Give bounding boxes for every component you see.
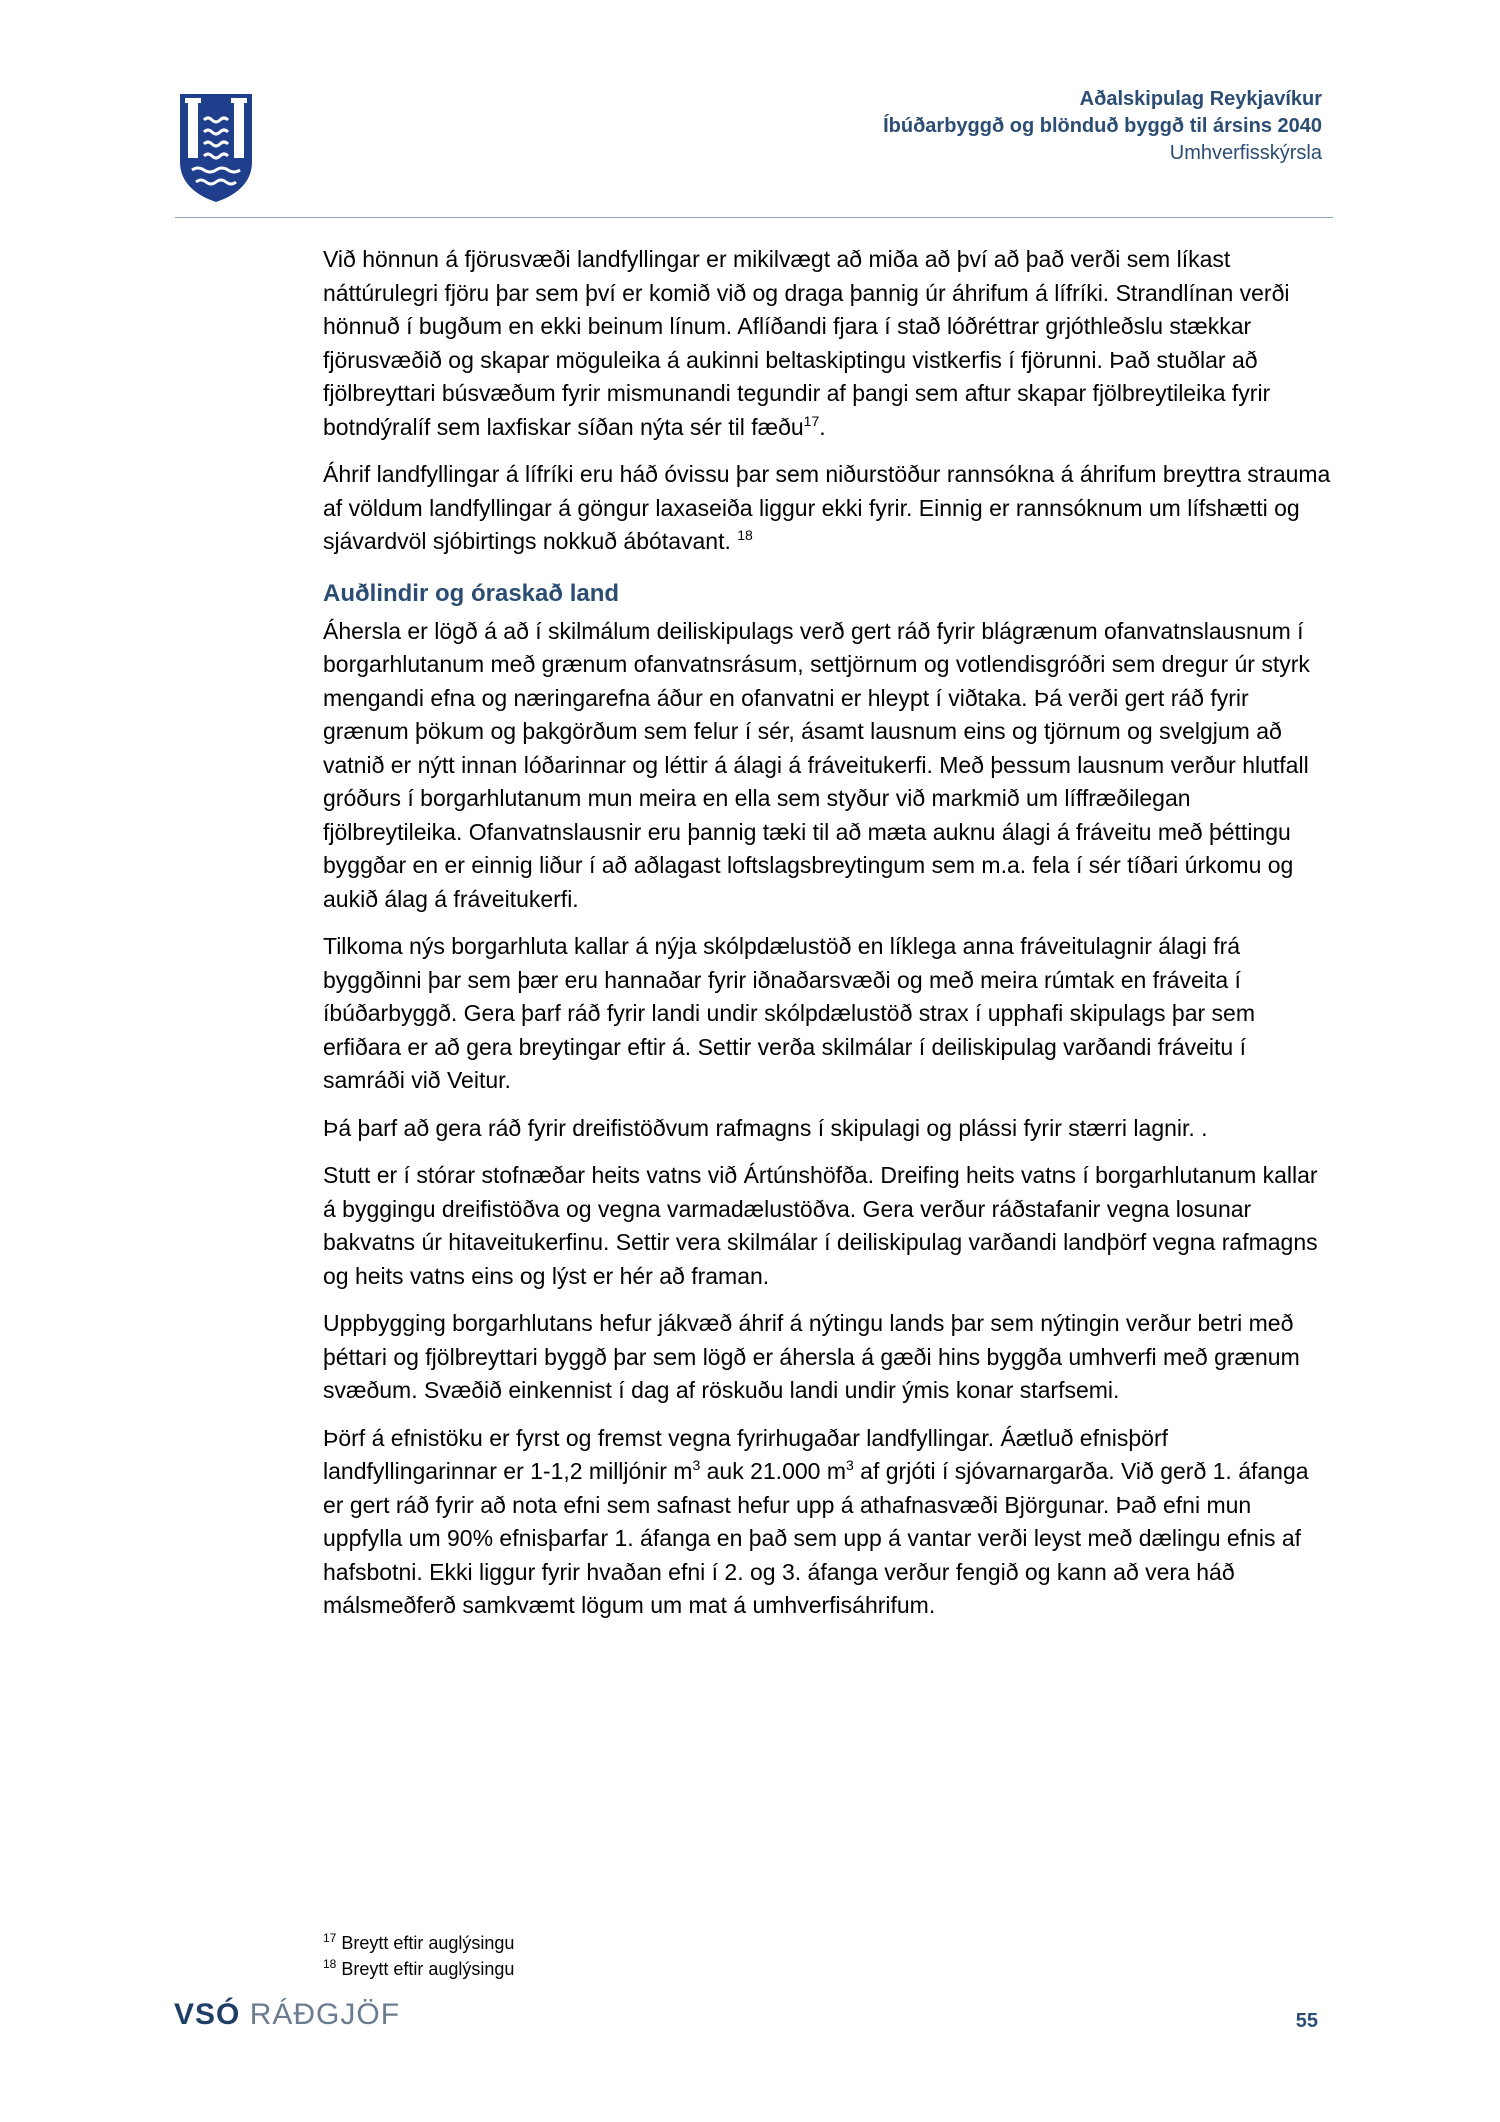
footnote-ref-17[interactable]: 17 <box>803 412 820 429</box>
section-heading: Auðlindir og óraskað land <box>323 579 620 607</box>
paragraph-shore-design: Við hönnun á fjörusvæði landfyllingar er mikilvægt að miða að því að það verði sem líkast náttúrulegri fjöru þar sem því er komið við og draga þannig úr áhrifum á lífríki. Strandlínan verði hönnuð í bugðum en ekki beinum línum. Aflíðandi fjara í stað lóðréttrar grjóthleðslu stækkar fjörusvæðið og skapar möguleika á aukinni beltaskiptingu vistkerfis í fjörunni. Það stuðlar að fjölbreyttari búsvæðum fyrir mismunandi tegundir af þangi sem aftur skapar fjölbreytileika fyrir botndýralíf sem laxfiskar síðan nýta sér til fæðu$^{17}$. <box>323 246 1290 440</box>
page-number: 55 <box>1295 2010 1318 2032</box>
header-plan-title: Aðalskipulag Reykjavíkur <box>1079 88 1322 110</box>
paragraph-material-extraction: Þörf á efnistöku er fyrst og fremst vegna fyrirhugaðar landfyllingar. Áætluð efnisþörf landfyllingarinnar er 1-1,2 milljónir $m^3$ auk 21.000 $m^3$ af grjóti í sjóvarnargarða. Við gerð 1. áfanga er gert ráð fyrir að nota efni sem safnast hefur upp á athafnasvæði Björgunar. Það efni mun uppfylla um 90% efnisþarfar 1. áfanga en það sem upp á vantar verði leyst með dælingu efnis af hafsbotni. Ekki liggur fyrir hvaðan efni í 2. og 3. áfanga verður fengið og kann að vera háð málsmeðferð samkvæmt lögum um mat á umhverfisáhrifum. <box>323 1424 1309 1618</box>
paragraph-hot-water: Stutt er í stórar stofnæðar heits vatns við Ártúnshöfða. Dreifing heits vatns í borgarhlutanum kallar á byggingu dreifistöðva og vegna varmadælustöðva. Gera verður ráðstafanir vegna losunar bakvatns úr hitaveitukerfinu. Settir vera skilmálar í deiliskipulag varðandi landþörf vegna rafmagns og heits vatns eins og lýst er hér að framan. <box>323 1162 1318 1289</box>
footnotes <box>323 1930 1223 1982</box>
vso-radgjof-logo: VSÓ RÁÐGJÖF <box>174 1998 401 2031</box>
header-divider <box>175 217 1333 218</box>
footnote-18: $^{18}$ Breytt eftir auglýsingu <box>323 1957 515 1979</box>
main-content <box>323 243 1333 1637</box>
paragraph-sewage-station: Tilkoma nýs borgarhluta kallar á nýja skólpdælustöð en líklega anna fráveitulagnir álagi frá byggðinni þar sem þær eru hannaðar fyrir iðnaðarsvæði og með meira rúmtak en fráveita í íbúðarbyggð. Gera þarf ráð fyrir landi undir skólpdælustöð strax í upphafi skipulags þar sem erfiðara er að gera breytingar eftir á. Settir verða skilmálar í deiliskipulag varðandi fráveitu í samráði við Veitur. <box>323 933 1255 1093</box>
paragraph-land-use: Uppbygging borgarhlutans hefur jákvæð áhrif á nýtingu lands þar sem nýtingin verður betri með þéttari og fjölbreyttari byggð þar sem lögð er áhersla á gæði hins byggða umhverfi með grænum svæðum. Svæðið einkennist í dag af röskuðu landi undir ýmis konar starfsemi. <box>323 1310 1300 1403</box>
header-subtitle: Íbúðarbyggð og blönduð byggð til ársins 2040 <box>883 115 1322 137</box>
paragraph-stormwater: Áhersla er lögð á að í skilmálum deiliskipulags verð gert ráð fyrir blágrænum ofanvatnslausnum í borgarhlutanum með grænum ofanvatnsrásum, settjörnum og votlendisgróðri sem dregur úr styrk mengandi efna og næringarefna áður en ofanvatni er hleypt í viðtaka. Þá verði gert ráð fyrir grænum þökum og þakgörðum sem felur í sér, ásamt lausnum eins og tjörnum og svelgjum að vatnið er nýtt innan lóðarinnar og léttir á álagi á fráveitukerfi. Með þessum lausnum verður hlutfall gróðurs í borgarhlutanum mun meira en ella sem styður við markmið um líffræðilegan fjölbreytileika. Ofanvatnslausnir eru þannig tæki til að mæta auknu álagi á fráveitu með þéttingu byggðar en er einnig liður í að aðlagast loftslagsbreytingum sem m.a. fela í sér tíðari úrkomu og aukið álag á fráveitukerfi. <box>323 617 1310 912</box>
footnote-ref-18[interactable]: 18 <box>737 527 753 543</box>
reykjavik-coat-of-arms-icon <box>178 92 254 204</box>
header-report-type: Umhverfisskýrsla <box>1169 142 1322 164</box>
document-header <box>883 86 1322 167</box>
footnote-17: $^{17}$ Breytt eftir auglýsingu <box>323 1931 515 1953</box>
paragraph-electricity: Þá þarf að gera ráð fyrir dreifistöðvum rafmagns í skipulagi og plássi fyrir stærri lagnir. . <box>323 1114 1208 1141</box>
paragraph-biota-uncertainty: Áhrif landfyllingar á lífríki eru háð óvissu þar sem niðurstöður rannsókna á áhrifum breyttra strauma af völdum landfyllingar á göngur laxaseiða liggur ekki fyrir. Einnig er rannsóknum um lífshætti og sjávardvöl sjóbirtings nokkuð ábótavant. $^{18}$ <box>323 461 1331 554</box>
